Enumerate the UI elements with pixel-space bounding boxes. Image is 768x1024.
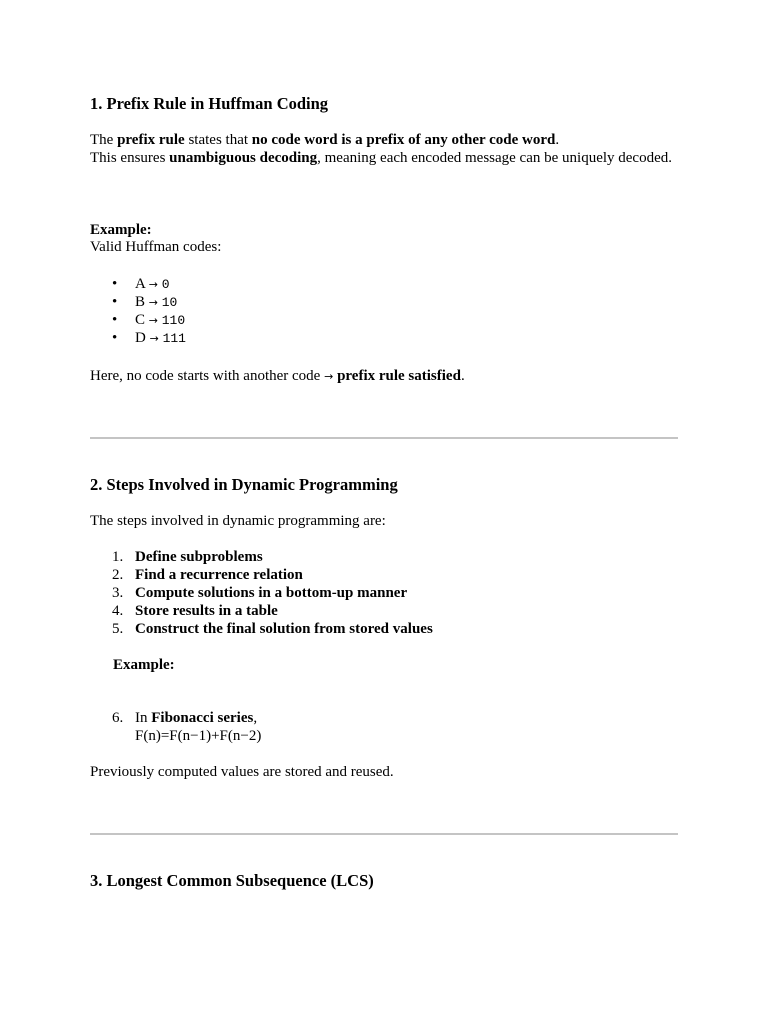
right-arrow-icon: →: [149, 332, 159, 345]
step-number: 2.: [112, 567, 124, 583]
section1-line1-bold2: no code word is a prefix of any other code word: [251, 132, 556, 148]
section1-line2-text2: , meaning each encoded message can be uniquely decoded.: [317, 150, 672, 166]
section2-example-label-text: Example:: [113, 657, 175, 673]
dp-step-6: [90, 709, 678, 745]
section-divider: [90, 437, 678, 439]
list-item: [90, 275, 186, 293]
bullet-icon: •: [112, 330, 118, 346]
step-6-text2: ,: [253, 710, 258, 726]
section1-line1: [90, 131, 559, 149]
list-item: [90, 620, 433, 638]
bullet-icon: •: [112, 294, 118, 310]
code-value: 10: [161, 295, 178, 310]
huffman-code-list: [90, 275, 186, 347]
step-number: 5.: [112, 621, 124, 637]
section1-line1-text3: .: [555, 132, 560, 148]
section1-heading: 1. Prefix Rule in Huffman Coding: [90, 94, 329, 113]
code-letter: C: [135, 312, 146, 328]
code-letter: B: [135, 294, 146, 310]
step-number: 4.: [112, 603, 124, 619]
code-value: 110: [161, 313, 186, 328]
section2-intro: The steps involved in dynamic programming are:: [90, 513, 386, 529]
section1-line2-bold1: unambiguous decoding: [169, 150, 318, 166]
section1-conclusion-text2: .: [460, 368, 465, 384]
list-item: [90, 329, 186, 347]
right-arrow-icon: →: [324, 370, 334, 383]
right-arrow-icon: →: [148, 296, 158, 309]
section1-example-label-text: Example:: [90, 222, 152, 238]
step-number: 6.: [112, 710, 124, 726]
section2-heading: 2. Steps Involved in Dynamic Programming: [90, 475, 398, 494]
section1-conclusion-bold: prefix rule satisfied: [337, 368, 461, 384]
code-letter: D: [135, 330, 146, 346]
bullet-icon: •: [112, 312, 118, 328]
bullet-icon: •: [112, 276, 118, 292]
section2-conclusion: Previously computed values are stored and reused.: [90, 764, 394, 780]
step-text: Store results in a table: [135, 603, 278, 619]
section1-example-intro: Valid Huffman codes:: [90, 239, 222, 255]
section1-line1-text2: states that: [184, 132, 252, 148]
section-divider: [90, 833, 678, 835]
section2-example-label: [113, 656, 175, 674]
step-6-text1: In: [135, 710, 152, 726]
section1-line2: [90, 149, 672, 167]
step-text: Construct the final solution from stored values: [135, 621, 433, 637]
section1-conclusion: [90, 367, 465, 386]
code-value: 0: [161, 277, 170, 292]
step-number: 1.: [112, 549, 124, 565]
section3-heading: 3. Longest Common Subsequence (LCS): [90, 871, 374, 890]
step-6-bold: Fibonacci series: [151, 710, 254, 726]
step-text: Find a recurrence relation: [135, 567, 303, 583]
list-item: [90, 311, 186, 329]
section1-line2-text1: This ensures: [90, 150, 170, 166]
list-item: [90, 602, 433, 620]
section1-example-label: [90, 221, 152, 239]
code-value: 111: [162, 331, 186, 346]
list-item: [90, 566, 433, 584]
section1-line1-bold1: prefix rule: [117, 132, 185, 148]
section1-line1-text1: The: [90, 132, 118, 148]
list-item: [90, 548, 433, 566]
dp-steps-list: [90, 548, 433, 638]
code-letter: A: [135, 276, 146, 292]
list-item: [90, 293, 186, 311]
section1-conclusion-text1: Here, no code starts with another code: [90, 368, 325, 384]
right-arrow-icon: →: [148, 314, 158, 327]
right-arrow-icon: →: [148, 278, 158, 291]
list-item: [90, 584, 433, 602]
step-text: Define subproblems: [135, 549, 263, 565]
step-6-line1: [135, 709, 678, 727]
fibonacci-formula: F(n)=F(n−1)+F(n−2): [135, 728, 262, 744]
step-number: 3.: [112, 585, 124, 601]
step-text: Compute solutions in a bottom-up manner: [135, 585, 408, 601]
